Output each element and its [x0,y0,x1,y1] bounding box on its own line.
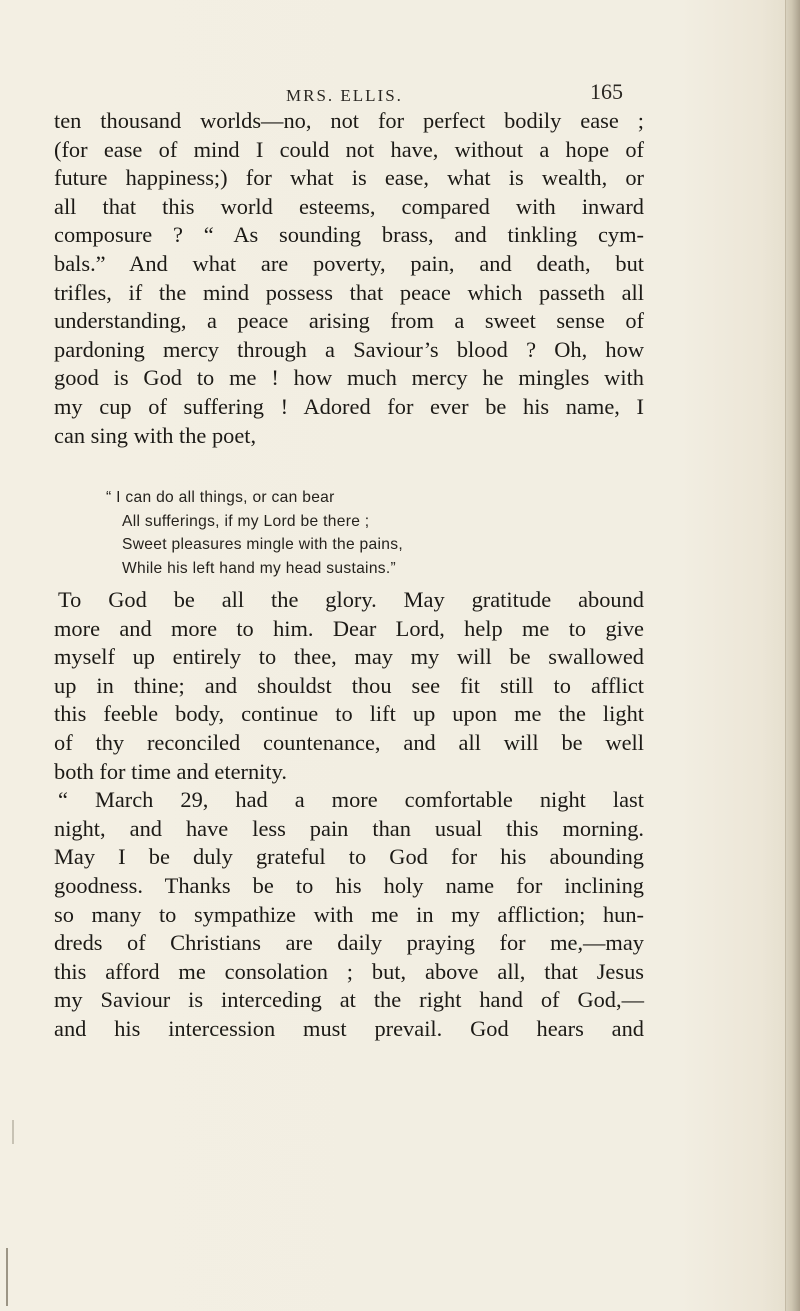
text-line: ten thousand worlds—no, not for perfect bodily ease ; [54,108,644,133]
text-line: “ March 29, had a more comfortable night last [58,787,644,813]
text-line: can sing with the poet, [54,422,257,448]
text-line: this feeble body, continue to lift up upon me the light [54,701,644,727]
text-line: more and more to him. Dear Lord, help me to give [54,615,644,641]
text-line: up in thine; and shouldst thou see fit still to afflict [54,672,644,698]
text-line: composure ? “ As sounding brass, and tinkling cym- [54,222,644,248]
text-line: future happiness;) for what is ease, what is wealth, or [54,165,644,191]
text-line: To God be all the glory. May gratitude abound [58,587,644,612]
text-line: myself up entirely to thee, may my will be swallowed [54,644,644,670]
poem-line: Sweet pleasures mingle with the pains, [122,536,403,554]
text-line: all that this world esteems, compared with inward [54,193,644,219]
text-line: this afford me consolation ; but, above all, that Jesus [54,958,644,984]
page-edge [785,0,800,1311]
text-line: trifles, if the mind possess that peace which passeth all [54,279,644,305]
text-line: night, and have less pain than usual this morning. [54,815,644,841]
text-line: of thy reconciled countenance, and all will be well [54,729,644,755]
margin-mark [6,1248,8,1306]
text-line: both for time and eternity. [54,758,287,784]
paragraph-1 [54,107,644,450]
text-line: dreds of Christians are daily praying for me,—may [54,930,644,956]
page-number: 165 [590,79,623,104]
text-line: pardoning mercy through a Saviour’s blood ? Oh, how [54,336,644,362]
poem-line: “ I can do all things, or can bear [106,489,335,506]
text-line: bals.” And what are poverty, pain, and death, but [54,250,644,276]
text-line: understanding, a peace arising from a sweet sense of [54,308,644,334]
poem-line: While his left hand my head sustains.” [122,559,397,577]
text-line: May I be duly grateful to God for his abounding [54,844,644,870]
poem-quotation [106,486,536,580]
text-line: goodness. Thanks be to his holy name for inclining [54,872,644,898]
text-line: and his intercession must prevail. God hears and [54,1015,644,1041]
text-line: my Saviour is interceding at the right hand of God,— [54,987,644,1013]
poem-line: All sufferings, if my Lord be there ; [122,512,370,530]
text-line: good is God to me ! how much mercy he mingles with [54,365,644,391]
text-line: so many to sympathize with me in my affliction; hun- [54,901,644,927]
text-line: (for ease of mind I could not have, without a hope of [54,136,644,162]
paragraph-2 [54,586,644,1044]
running-title: MRS. ELLIS. [286,86,403,105]
margin-mark [12,1120,14,1144]
text-line: my cup of suffering ! Adored for ever be his name, I [54,393,644,419]
